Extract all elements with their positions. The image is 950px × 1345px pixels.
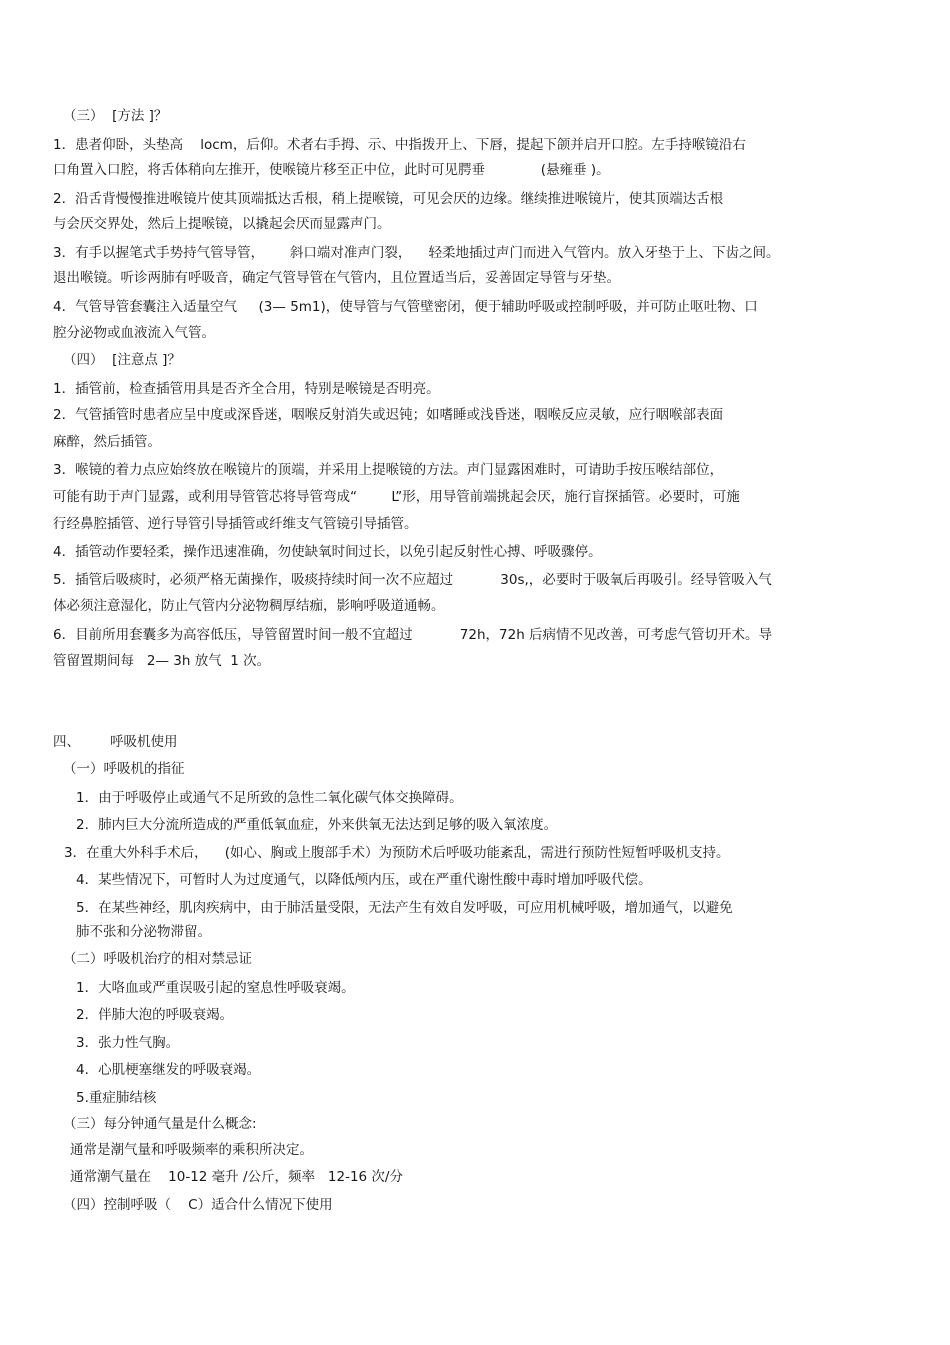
note-3-line-1: 3．喉镜的着力点应始终放在喉镜片的顶端，并采用上提喉镜的方法。声门显露困难时，可请助手按压喉结部位，: [53, 462, 724, 478]
indication-5-line-2: 肺不张和分泌物滞留。: [76, 924, 211, 940]
contraindication-1: 1．大咯血或严重误吸引起的窒息性呼吸衰竭。: [76, 980, 355, 996]
note-2-line-1: 2．气管插管时患者应呈中度或深昏迷，咽喉反射消失或迟钝；如嗜睡或浅昏迷，咽喉反应灵敏，应行咽喉部表面: [53, 407, 724, 423]
subheading-indications: （一）呼吸机的指征: [63, 761, 185, 777]
note-3-line-2: 可能有助于声门显露，或利用导管管芯将导管弯成“ L”形，用导管前端挑起会厌，施行盲探插管。必要时，可施: [53, 489, 740, 505]
indication-5-line-1: 5．在某些神经，肌肉疾病中，由于肺活量受限，无法产生有效自发呼吸，可应用机械呼吸，增加通气，以避免: [76, 900, 733, 916]
contraindication-4: 4．心肌梗塞继发的呼吸衰竭。: [76, 1062, 261, 1078]
note-2-line-2: 麻醉，然后插管。: [53, 434, 161, 450]
subheading-contraindications: （二）呼吸机治疗的相对禁忌证: [63, 951, 252, 967]
section-heading-notes: （四） [注意点 ]？: [63, 352, 181, 368]
note-1: 1．插管前，检查插管用具是否齐全合用，特别是喉镜是否明亮。: [53, 381, 440, 397]
method-step-4-line-1: 4．气管导管套囊注入适量空气 (3— 5m1)，使导管与气管壁密闭，便于辅助呼吸或控制呼吸，并可防止呕吐物、口: [53, 299, 758, 315]
method-step-4-line-2: 腔分泌物或血液流入气管。: [53, 325, 215, 341]
contraindication-3: 3．张力性气胸。: [76, 1035, 180, 1051]
note-5-line-2: 体必须注意湿化，防止气管内分泌物稠厚结痂，影响呼吸道通畅。: [53, 598, 445, 614]
indication-2: 2．肺内巨大分流所造成的严重低氧血症，外来供氧无法达到足够的吸入氧浓度。: [76, 817, 558, 833]
method-step-1-line-2: 口角置入口腔，将舌体稍向左推开，使喉镜片移至正中位，此时可见腭垂 (悬雍垂 )。: [53, 162, 610, 178]
note-5-line-1: 5．插管后吸痰时，必须严格无菌操作，吸痰持续时间一次不应超过 30s,，必要时于吸氧后再吸引。经导管吸入气: [53, 572, 772, 588]
indication-4: 4．某些情况下，可暂时人为过度通气，以降低颅内压，或在严重代谢性酸中毒时增加呼吸代偿。: [76, 872, 652, 888]
method-step-3-line-2: 退出喉镜。听诊两肺有呼吸音，确定气管导管在气管内，且位置适当后，妥善固定导管与牙垫。: [53, 270, 620, 286]
indication-1: 1．由于呼吸停止或通气不足所致的急性二氧化碳气体交换障碍。: [76, 790, 463, 806]
contraindication-2: 2．伴肺大泡的呼吸衰竭。: [76, 1007, 234, 1023]
part-heading-ventilator: 四、 呼吸机使用: [53, 734, 178, 750]
contraindication-5: 5.重症肺结核: [76, 1090, 157, 1106]
note-4: 4．插管动作要轻柔，操作迅速准确，勿使缺氧时间过长，以免引起反射性心搏、呼吸骤停。: [53, 544, 602, 560]
section-heading-method: （三） [方法 ]？: [63, 108, 168, 124]
method-step-2-line-1: 2．沿舌背慢慢推进喉镜片使其顶端抵达舌根，稍上提喉镜，可见会厌的边缘。继续推进喉镜片，使其顶端达舌根: [53, 191, 724, 207]
minute-ventilation-line-1: 通常是潮气量和呼吸频率的乘积所决定。: [70, 1142, 313, 1158]
subheading-minute-ventilation: （三）每分钟通气量是什么概念:: [63, 1116, 257, 1132]
minute-ventilation-line-2: 通常潮气量在 10-12 毫升 /公斤，频率 12-16 次/分: [70, 1169, 403, 1185]
method-step-3-line-1: 3．有手以握笔式手势持气管导管， 斜口端对准声门裂， 轻柔地插过声门而进入气管内。放入牙垫于上、下齿之间。: [53, 245, 780, 261]
note-6-line-2: 管留置期间每 2— 3h 放气 1 次。: [53, 653, 271, 669]
subheading-controlled-breathing: （四）控制呼吸（ C）适合什么情况下使用: [63, 1197, 333, 1213]
note-3-line-3: 行经鼻腔插管、逆行导管引导插管或纤维支气管镜引导插管。: [53, 516, 418, 532]
method-step-1-line-1: 1．患者仰卧，头垫高 locm，后仰。术者右手拇、示、中指拨开上、下唇，提起下颌并启开口腔。左手持喉镜沿右: [53, 137, 746, 153]
indication-3: 3．在重大外科手术后， (如心、胸或上腹部手术）为预防术后呼吸功能紊乱，需进行预防性短暂呼吸机支持。: [64, 845, 730, 861]
method-step-2-line-2: 与会厌交界处，然后上提喉镜，以撬起会厌而显露声门。: [53, 216, 391, 232]
note-6-line-1: 6．目前所用套囊多为高容低压，导管留置时间一般不宜超过 72h，72h 后病情不见改善，可考虑气管切开术。导: [53, 627, 773, 643]
